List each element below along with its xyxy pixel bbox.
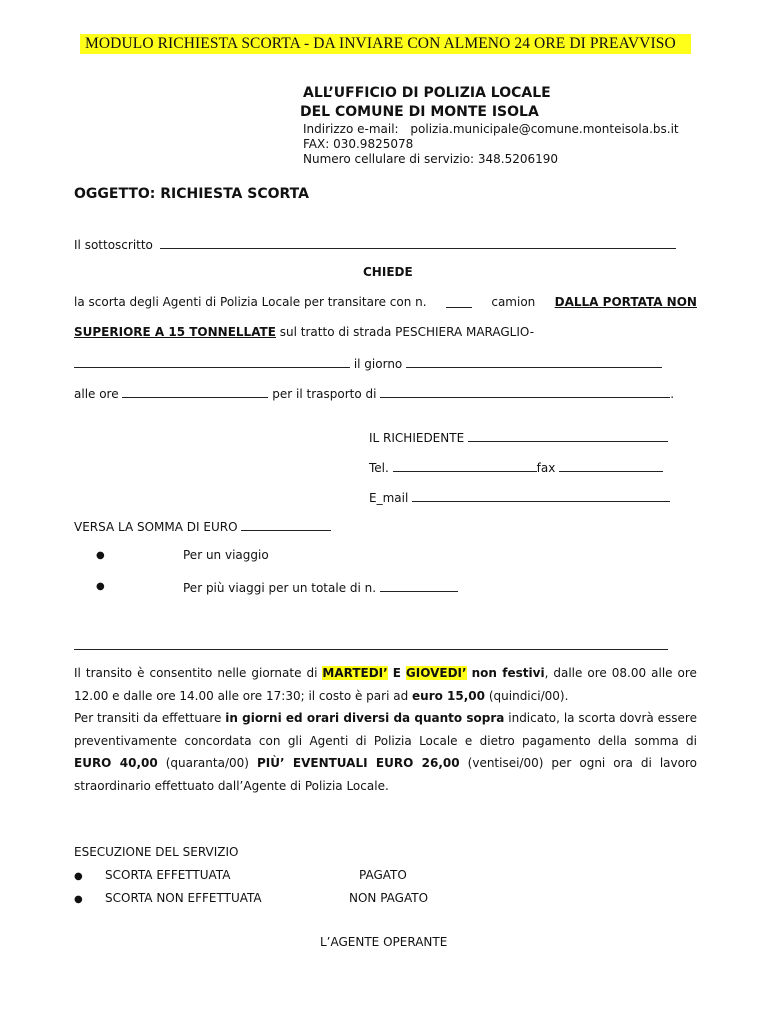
form-title: MODULO RICHIESTA SCORTA - DA INVIARE CON ALMENO 24 ORE DI PREAVVISO — [85, 35, 676, 52]
rules-exception: in giorni ed orari diversi da quanto sopra — [225, 711, 505, 725]
chiede-heading: CHIEDE — [363, 265, 413, 279]
email-label: Indirizzo e-mail: — [303, 122, 399, 136]
day-label: il giorno — [353, 357, 403, 371]
option-single-trip: Per un viaggio — [183, 548, 269, 562]
option-multi-trip-row — [183, 579, 458, 595]
bullet-icon: ● — [74, 894, 83, 905]
rules-line-4: preventivamente concordata con gli Agenti di Polizia Locale e dietro pagamento della somma di — [74, 734, 697, 748]
email-field-label: E_mail — [369, 491, 409, 505]
rules-text: 12.00 e dalle ore 14.00 alle ore 17:30; il costo è pari ad — [74, 689, 409, 703]
truck-count-field[interactable] — [446, 295, 472, 308]
undersigned-row — [74, 236, 676, 252]
rules-non-holiday: non festivi — [471, 666, 545, 680]
bullet-icon: ● — [74, 871, 83, 882]
escort-line-2 — [74, 325, 534, 339]
payment-row — [74, 518, 331, 534]
recipient-line-2: DEL COMUNE DI MONTE ISOLA — [300, 104, 539, 120]
time-label: alle ore — [74, 387, 119, 401]
day-field[interactable] — [406, 355, 662, 368]
transport-label: per il trasporto di — [272, 387, 377, 401]
rules-text: (quindici/00). — [488, 689, 569, 703]
tel-label: Tel. — [369, 461, 389, 475]
transport-field[interactable] — [380, 385, 670, 398]
rules-price: EURO 40,00 — [74, 756, 158, 770]
requester-label: IL RICHIEDENTE — [369, 431, 465, 445]
undersigned-label: Il sottoscritto — [74, 238, 153, 252]
email-field[interactable] — [412, 489, 670, 502]
tel-fax-row — [369, 459, 663, 475]
recipient-line-1: ALL’UFFICIO DI POLIZIA LOCALE — [303, 85, 551, 101]
rules-text: Il transito è consentito nelle giornate di — [74, 666, 318, 680]
road-field[interactable] — [74, 355, 350, 368]
recipient-cell: Numero cellulare di servizio: 348.5206190 — [303, 152, 559, 166]
rules-text: Per transiti da effettuare — [74, 711, 222, 725]
recipient-fax: FAX: 030.9825078 — [303, 137, 414, 151]
bullet-icon: ● — [96, 581, 105, 592]
rules-line-1 — [74, 666, 697, 680]
rules-line-2 — [74, 689, 568, 703]
fax-label: fax — [536, 461, 556, 475]
recipient-email-row — [303, 122, 679, 136]
rules-price: euro 15,00 — [412, 689, 486, 703]
subject-heading: OGGETTO: RICHIESTA SCORTA — [74, 186, 309, 202]
execution-row-2-label: SCORTA NON EFFETTUATA — [105, 891, 262, 905]
execution-row-2-value: NON PAGATO — [349, 891, 429, 905]
rules-text: (ventisei/00) per ogni ora di lavoro — [467, 756, 697, 770]
trip-count-field[interactable] — [380, 579, 458, 592]
execution-row-1-label: SCORTA EFFETTUATA — [105, 868, 231, 882]
payment-amount-field[interactable] — [241, 518, 331, 531]
rules-text: (quaranta/00) — [165, 756, 249, 770]
undersigned-field[interactable] — [160, 236, 676, 249]
bullet-icon: ● — [96, 550, 105, 561]
time-transport-row: alle ore per il trasporto di . — [74, 387, 675, 401]
option-multi-trip: Per più viaggi per un totale di n. — [183, 581, 377, 595]
rules-price: PIÙ’ EVENTUALI EURO 26,00 — [256, 756, 460, 770]
escort-line-1 — [74, 295, 697, 309]
rules-text: , dalle ore 08.00 alle ore — [544, 666, 697, 680]
escort-capacity-bold-1: DALLA PORTATA NON — [554, 295, 697, 309]
execution-heading: ESECUZIONE DEL SERVIZIO — [74, 845, 239, 859]
time-field[interactable] — [122, 385, 268, 398]
road-day-row — [74, 355, 662, 371]
day-tuesday: MARTEDI’ — [322, 666, 388, 680]
rules-line-5 — [74, 756, 697, 770]
rules-line-3 — [74, 711, 697, 725]
requester-row — [369, 429, 668, 445]
escort-text-3: sul tratto di strada PESCHIERA MARAGLIO- — [279, 325, 535, 339]
payment-label: VERSA LA SOMMA DI EURO — [74, 520, 238, 534]
escort-text-2: camion — [491, 295, 536, 309]
execution-row-1-value: PAGATO — [359, 868, 407, 882]
rules-line-6: straordinario effettuato dall’Agente di Polizia Locale. — [74, 779, 389, 793]
email-address: polizia.municipale@comune.monteisola.bs.it — [410, 122, 679, 136]
fax-field[interactable] — [559, 459, 663, 472]
rules-text: indicato, la scorta dovrà essere — [508, 711, 697, 725]
requester-field[interactable] — [468, 429, 668, 442]
rules-conjunction: E — [392, 666, 401, 680]
divider — [74, 649, 668, 650]
email-row — [369, 489, 670, 505]
agent-signature-label: L’AGENTE OPERANTE — [320, 935, 448, 949]
escort-text-1: la scorta degli Agenti di Polizia Locale per transitare con n. — [74, 295, 427, 309]
day-thursday: GIOVEDI’ — [405, 666, 467, 680]
tel-field[interactable] — [393, 459, 537, 472]
escort-capacity-bold-2: SUPERIORE A 15 TONNELLATE — [74, 325, 276, 339]
